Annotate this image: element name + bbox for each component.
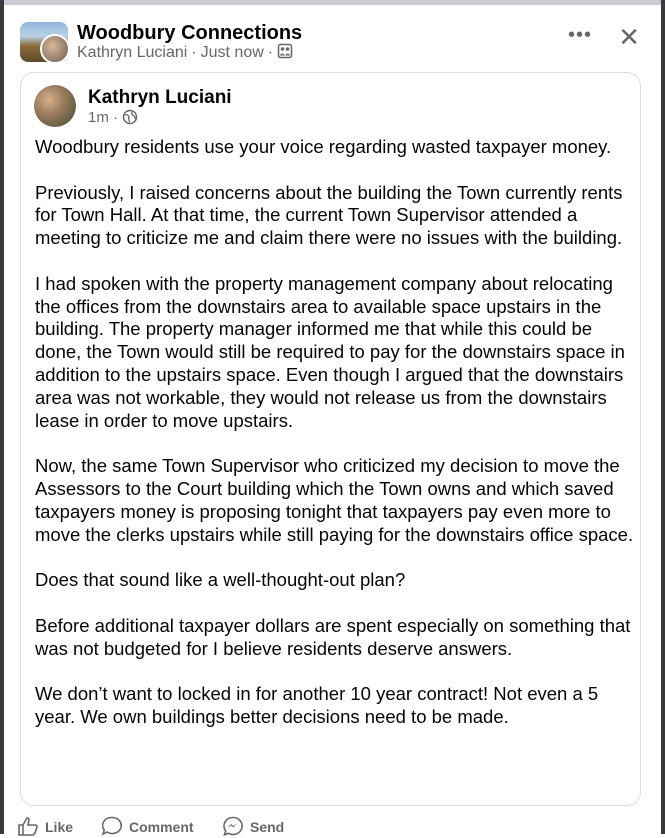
group-name[interactable]: Woodbury Connections bbox=[77, 22, 303, 44]
post-time-value[interactable]: 1m bbox=[88, 109, 109, 126]
group-avatar[interactable] bbox=[20, 22, 68, 62]
post-paragraph: Previously, I raised concerns about the building the Town currently rents for Town Hall. At that time, the current Town Supervisor attended a meeting to criticize me and claim there were no issues with the building. bbox=[35, 181, 623, 249]
post-header bbox=[20, 20, 650, 66]
comment-icon bbox=[101, 816, 123, 836]
right-border bbox=[661, 0, 665, 834]
globe-icon bbox=[122, 109, 138, 129]
separator-dot: · bbox=[267, 44, 274, 61]
post-paragraph: Woodbury residents use your voice regarding wasted taxpayer money. bbox=[35, 136, 612, 157]
post-paragraph: We don’t want to locked in for another 10 year contract! Not even a 5 year. We own buildings better decisions need to be made. bbox=[35, 683, 599, 727]
like-label: Like bbox=[45, 819, 74, 835]
like-button[interactable] bbox=[17, 816, 73, 836]
post-paragraph: I had spoken with the property management company about relocating the offices from the downstairs area to available space upstairs in the building. The property manager informed me that while this could be done, the Town would still be required to pay for the downstairs space in addition to the upstairs space. Even though I argued that the downstairs area was not workable, they would not release us from the downstairs lease in order to move upstairs. bbox=[35, 272, 625, 431]
post-body bbox=[35, 136, 635, 752]
shared-post-card bbox=[20, 72, 641, 806]
post-paragraph: Before additional taxpayer dollars are spent especially on something that was not budgeted for I believe residents deserve answers. bbox=[35, 614, 631, 659]
post-paragraph: Now, the same Town Supervisor who criticized my decision to move the Assessors to the Court building which the Town owns and which saved taxpayers money is proposing tonight that taxpayers pay even more to move the clerks upstairs while still paying for the downstairs office space. bbox=[35, 455, 634, 545]
more-options-icon[interactable]: ••• bbox=[567, 24, 592, 46]
send-button[interactable] bbox=[222, 816, 284, 836]
left-border bbox=[0, 0, 4, 834]
comment-label: Comment bbox=[129, 819, 194, 835]
post-paragraph: Does that sound like a well-thought-out plan? bbox=[35, 569, 406, 591]
top-border bbox=[0, 0, 665, 5]
send-label: Send bbox=[250, 819, 285, 835]
author-avatar[interactable] bbox=[34, 85, 76, 127]
members-icon bbox=[277, 43, 293, 64]
sharer-avatar[interactable] bbox=[40, 34, 68, 62]
comment-button[interactable] bbox=[101, 816, 194, 836]
author-name[interactable]: Kathryn Luciani bbox=[88, 87, 232, 108]
post-time: 1m · bbox=[88, 109, 138, 129]
separator-dot: · bbox=[191, 44, 197, 61]
post-timestamp[interactable]: Just now bbox=[200, 44, 264, 61]
post-meta bbox=[77, 43, 293, 64]
like-icon bbox=[17, 816, 39, 836]
messenger-icon bbox=[222, 816, 244, 836]
close-icon[interactable]: ✕ bbox=[618, 22, 640, 52]
shared-by-name[interactable]: Kathryn Luciani bbox=[77, 44, 188, 61]
